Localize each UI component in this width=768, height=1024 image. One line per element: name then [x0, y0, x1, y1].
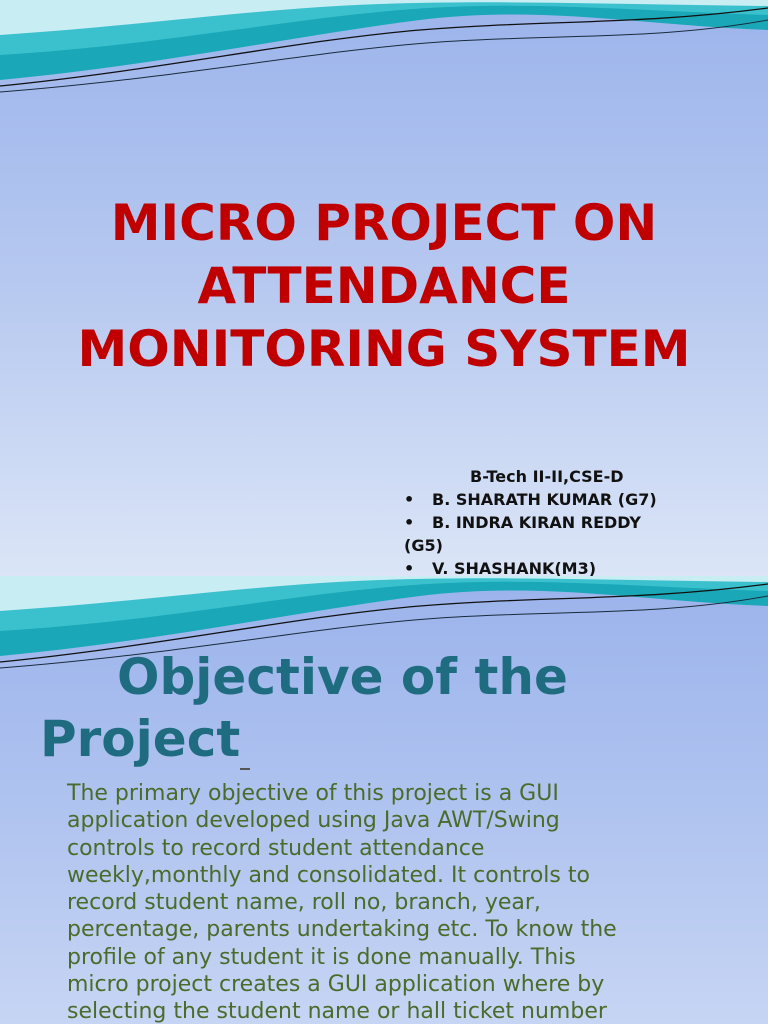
author-name: V. SHASHANK(M3) [432, 559, 597, 576]
objective-heading [40, 646, 568, 770]
author-item [404, 557, 744, 576]
heading-line: Project [40, 710, 241, 768]
bullet-icon: • [404, 513, 415, 532]
body-line: record student name, roll no, branch, year, [67, 890, 541, 916]
heading-line: Objective of the [117, 648, 568, 706]
bullet-icon: • [404, 490, 415, 509]
class-line: B-Tech II-II,CSE-D [470, 467, 624, 486]
objective-body [67, 780, 727, 1024]
slide-title [0, 192, 768, 381]
title-line: ATTENDANCE [197, 257, 571, 315]
bullet-icon: • [404, 559, 415, 576]
author-name: B. SHARATH KUMAR (G7) [432, 490, 657, 509]
title-line: MICRO PROJECT ON [110, 194, 658, 252]
body-line: percentage, parents undertaking etc. To know the [67, 917, 617, 943]
body-line: selecting the student name or hall ticket number [67, 999, 607, 1024]
title-line: MONITORING SYSTEM [77, 320, 691, 378]
body-line: application developed using Java AWT/Swing [67, 808, 560, 834]
author-list [404, 465, 744, 576]
author-name-wrap: (G5) [404, 536, 443, 555]
body-line: controls to record student attendance [67, 835, 485, 861]
wave-decoration [0, 0, 768, 100]
author-name: B. INDRA KIRAN REDDY [432, 513, 641, 532]
author-item [404, 488, 744, 511]
objective-slide [0, 576, 768, 1024]
body-line: weekly,monthly and consolidated. It controls to [67, 862, 590, 888]
body-line: profile of any student it is done manually. This [67, 944, 576, 970]
text-cursor-mark [240, 768, 250, 770]
author-item [404, 511, 744, 534]
body-line: The primary objective of this project is a GUI [67, 781, 559, 806]
body-line: micro project creates a GUI application where by [67, 972, 605, 998]
